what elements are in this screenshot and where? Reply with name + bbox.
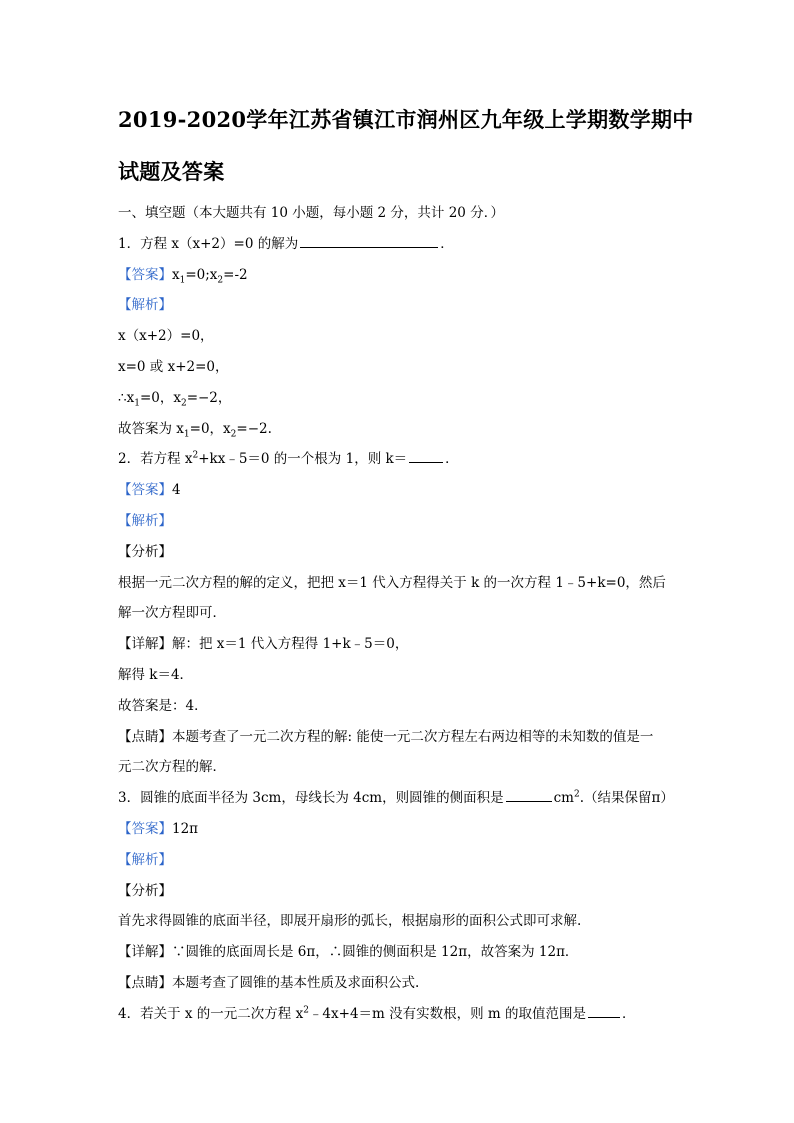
q1-answer-text: =-2 bbox=[223, 266, 248, 283]
q2-detail bbox=[118, 629, 714, 660]
comment-tag: 【点睛】 bbox=[118, 974, 172, 991]
document-title bbox=[118, 94, 714, 198]
q3-comment bbox=[118, 968, 714, 999]
q3-fenxi: 首先求得圆锥的底面半径，即展开扇形的弧长，根据扇形的面积公式即可求解. bbox=[118, 913, 582, 930]
question-3-stem: .（结果保留π） bbox=[579, 790, 674, 807]
analysis-tag: 【解析】 bbox=[118, 297, 172, 314]
title-line-1: 2019-2020学年江苏省镇江市润州区九年级上学期数学期中 bbox=[118, 107, 694, 132]
question-4-stem: 4．若关于 x 的一元二次方程 x bbox=[118, 1005, 304, 1022]
question-2-sup: 2 bbox=[192, 450, 199, 461]
question-3-sup: 2 bbox=[573, 789, 580, 800]
section-heading: 一、填空题（本大题共有 10 小题，每小题 2 分，共计 20 分．） bbox=[118, 205, 504, 221]
q1-step-4-sub: 2 bbox=[230, 429, 237, 440]
answer-tag: 【答案】 bbox=[118, 482, 172, 499]
q3-answer bbox=[118, 814, 714, 845]
detail-tag: 【详解】 bbox=[118, 944, 172, 961]
question-4 bbox=[118, 999, 714, 1030]
detail-tag: 【详解】 bbox=[118, 636, 172, 653]
q1-answer-text: =0;x bbox=[185, 266, 218, 283]
answer-blank bbox=[300, 233, 438, 248]
q1-answer-text: x bbox=[172, 266, 180, 283]
comment-tag: 【点睛】 bbox=[118, 728, 172, 745]
q2-fenxi-line-2: 解一次方程即可． bbox=[118, 605, 226, 622]
q1-step-4 bbox=[118, 414, 714, 445]
title-line-2: 试题及答案 bbox=[118, 159, 225, 184]
analysis-tag: 【解析】 bbox=[118, 851, 172, 868]
q2-comment-text: 本题考查了一元二次方程的解: 能使一元二次方程左右两边相等的未知数的值是一 bbox=[172, 728, 654, 745]
q1-step-4-text: =0，x bbox=[189, 420, 231, 437]
q2-detail-text: 解：把 x＝1 代入方程得 1+k﹣5＝0， bbox=[172, 636, 409, 653]
q1-step-2: x=0 或 x+2=0， bbox=[118, 358, 229, 375]
q3-fenxi-tag: 【分析】 bbox=[118, 882, 172, 899]
q2-detail-2: 解得 k＝4． bbox=[118, 666, 194, 683]
q1-step-4-text: 故答案为 x bbox=[118, 420, 184, 437]
question-2-stem: 2．若方程 x bbox=[118, 451, 193, 468]
question-4-stem: ﹣4x+4＝m 没有实数根，则 m 的取值范围是 bbox=[308, 1005, 587, 1022]
question-2-stem: +kx﹣5＝0 的一个根为 1，则 k＝ bbox=[198, 451, 408, 468]
q1-answer bbox=[118, 260, 714, 291]
q2-detail-3: 故答案是：4． bbox=[118, 697, 208, 714]
question-2 bbox=[118, 444, 714, 475]
q2-comment-line-2: 元二次方程的解． bbox=[118, 759, 226, 776]
q2-fenxi-tag: 【分析】 bbox=[118, 543, 172, 560]
q1-step-3-sub: 2 bbox=[180, 398, 187, 409]
q3-answer-value: 12π bbox=[172, 820, 199, 837]
q1-step-3-text: ∴x bbox=[118, 389, 135, 406]
question-4-sup: 2 bbox=[303, 1005, 309, 1016]
answer-blank bbox=[506, 787, 552, 802]
q1-step-3-sub: 1 bbox=[134, 398, 140, 409]
q1-step-3 bbox=[118, 383, 714, 414]
q1-answer-sub: 2 bbox=[217, 275, 224, 286]
answer-tag: 【答案】 bbox=[118, 266, 172, 283]
question-4-end: ． bbox=[622, 1005, 636, 1022]
q2-fenxi-line-1: 根据一元二次方程的解的定义，把把 x＝1 代入方程得关于 k 的一次方程 1﹣5+k=0，然后 bbox=[118, 574, 666, 591]
q1-answer-sub: 1 bbox=[179, 275, 186, 286]
question-3-stem: cm bbox=[553, 790, 574, 807]
q1-step-4-text: =−2. bbox=[236, 420, 272, 437]
question-3-stem: 3．圆锥的底面半径为 3cm，母线长为 4cm，则圆锥的侧面积是 bbox=[118, 790, 504, 807]
q2-comment bbox=[118, 722, 714, 753]
question-1-stem: 1．方程 x（x+2）=0 的解为 bbox=[118, 235, 299, 252]
question-1-end: ． bbox=[440, 235, 454, 252]
q1-step-3-text: =−2， bbox=[186, 389, 232, 406]
analysis-tag: 【解析】 bbox=[118, 512, 172, 529]
question-3 bbox=[118, 783, 714, 814]
answer-blank bbox=[409, 448, 443, 463]
q1-step-4-sub: 1 bbox=[183, 429, 190, 440]
q1-step-3-text: =0，x bbox=[139, 389, 181, 406]
q3-detail bbox=[118, 937, 714, 968]
q2-answer-value: 4 bbox=[172, 482, 181, 499]
answer-tag: 【答案】 bbox=[118, 820, 172, 837]
q3-detail-text: ∵圆锥的底面周长是 6π，∴圆锥的侧面积是 12π，故答案为 12π． bbox=[172, 944, 579, 961]
question-1 bbox=[118, 229, 714, 260]
q2-answer bbox=[118, 475, 714, 506]
question-2-end: ． bbox=[445, 451, 459, 468]
q3-comment-text: 本题考查了圆锥的基本性质及求面积公式. bbox=[172, 974, 420, 991]
q1-step-1: x（x+2）=0， bbox=[118, 328, 214, 345]
answer-blank bbox=[588, 1003, 620, 1018]
